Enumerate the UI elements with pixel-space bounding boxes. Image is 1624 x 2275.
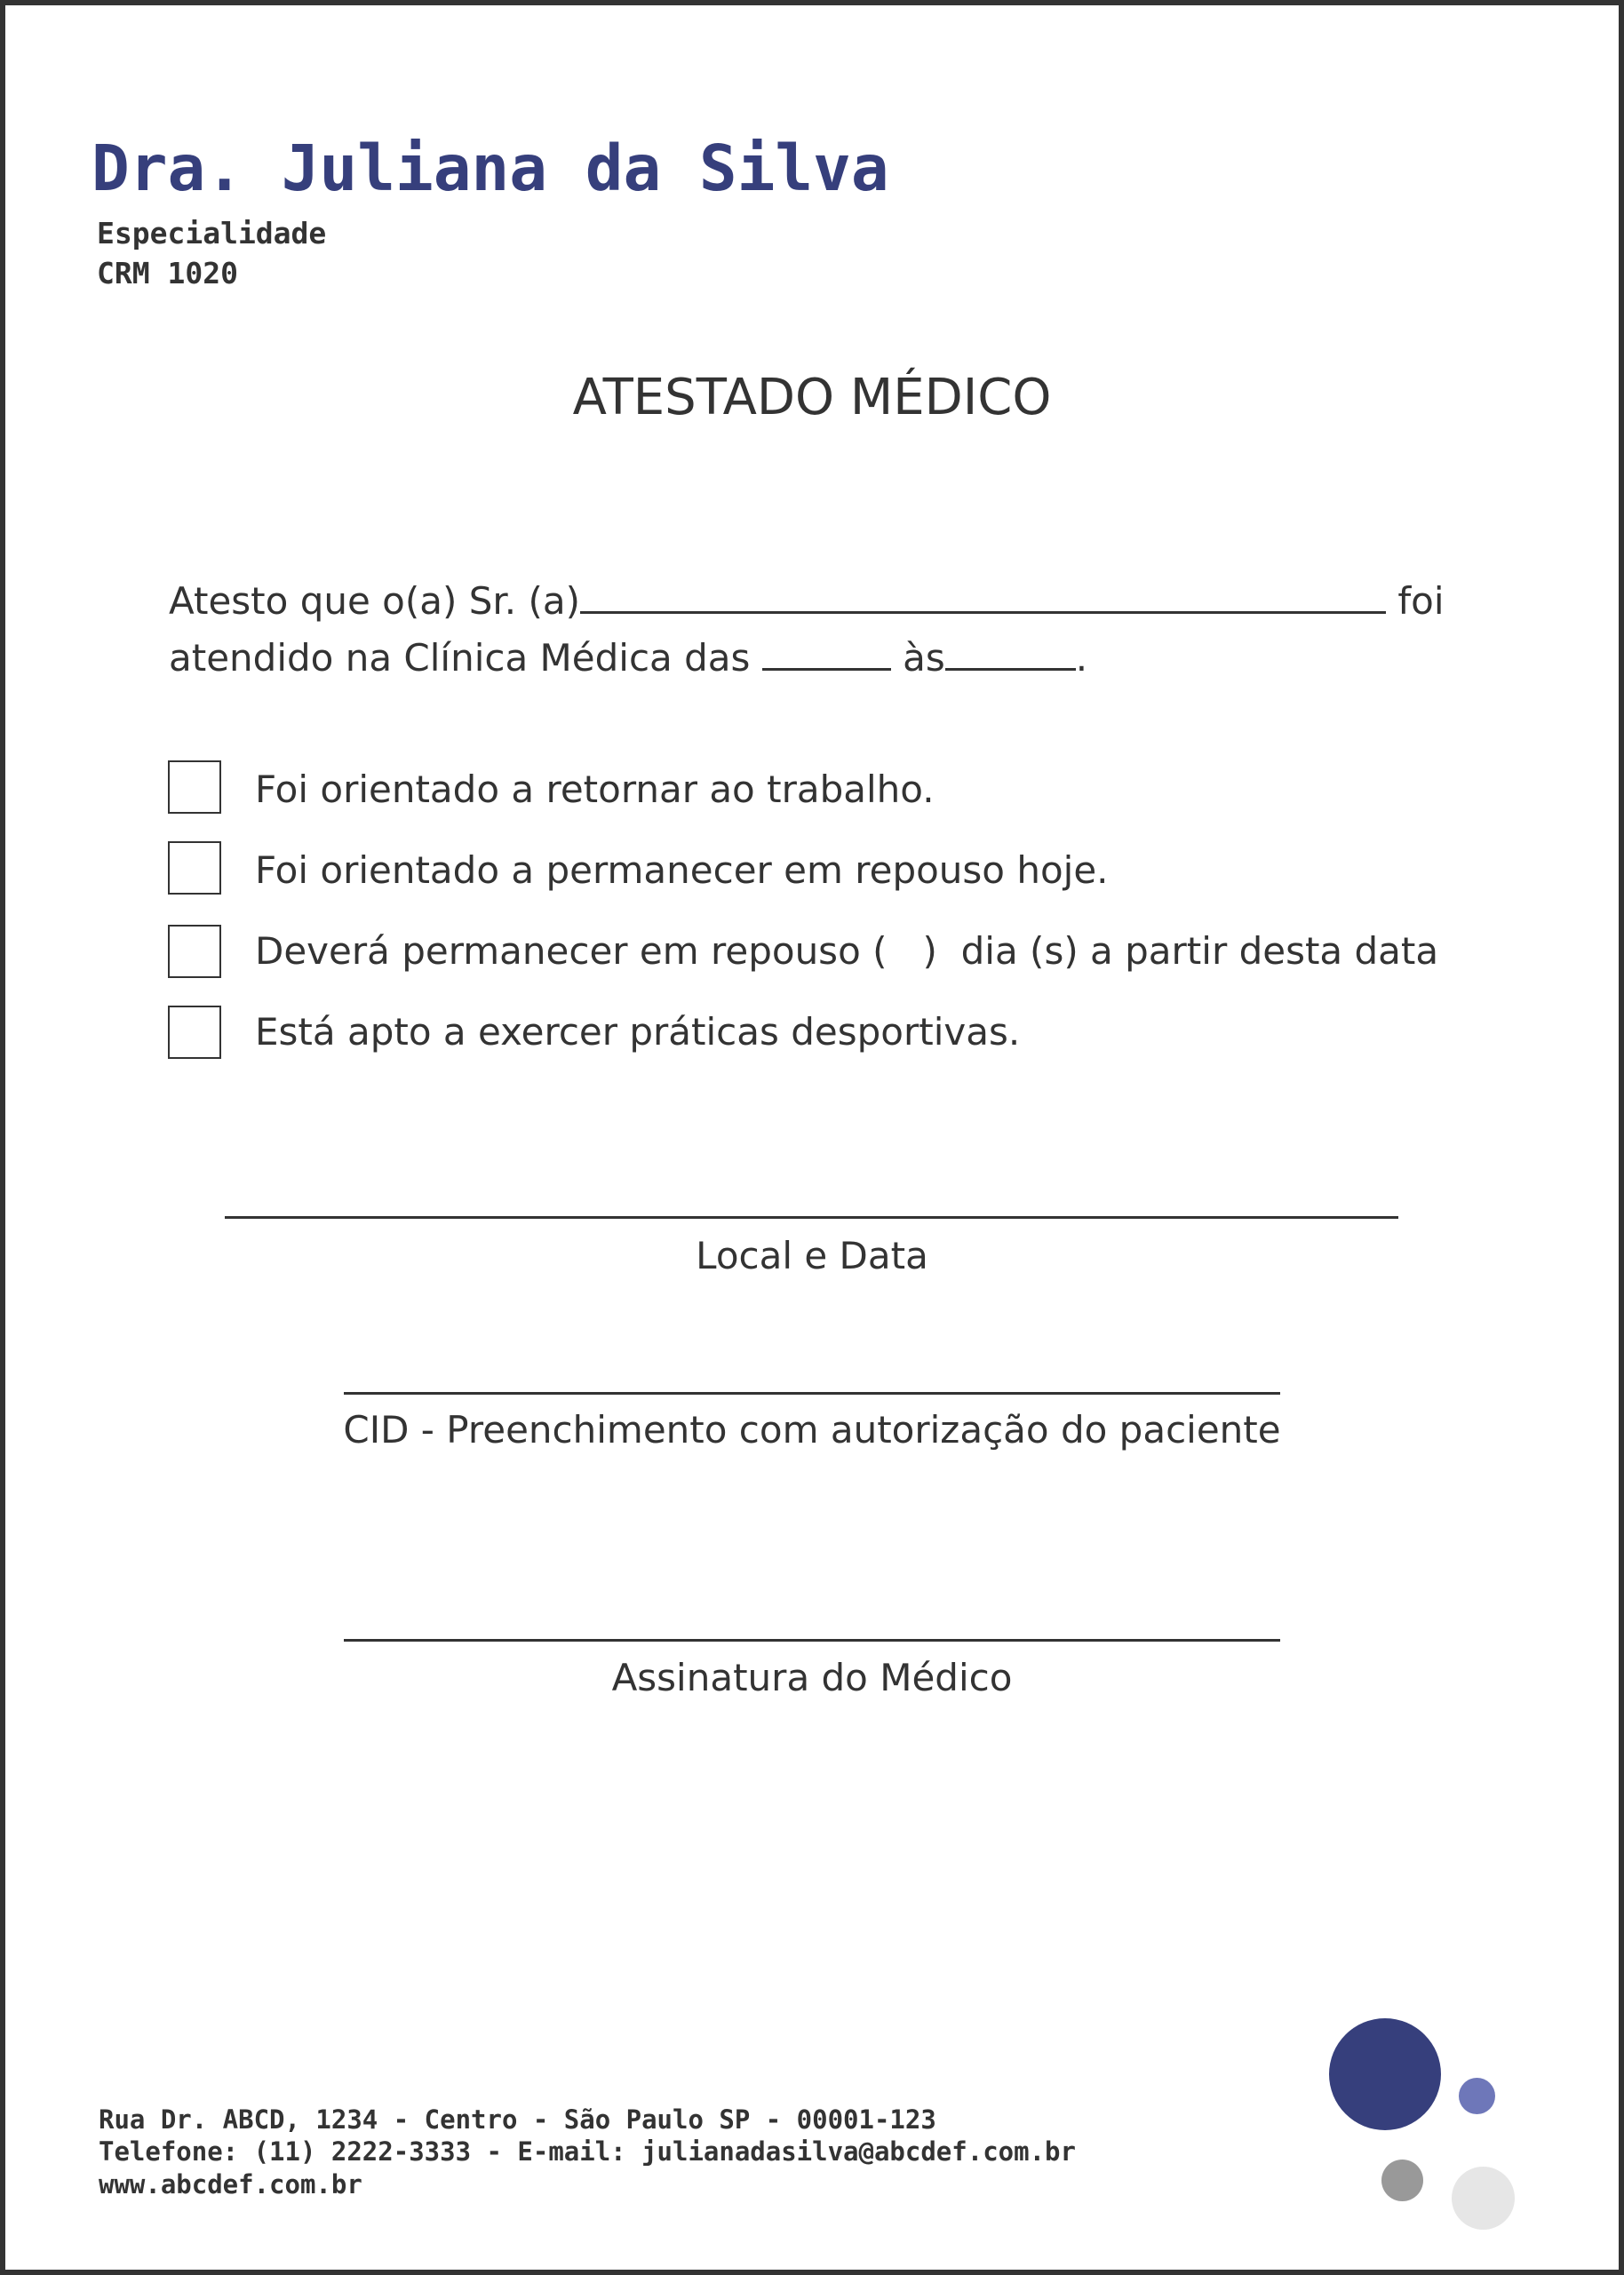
- dot-blue-small: [1459, 2078, 1495, 2114]
- option-label-rest-days: Deverá permanecer em repouso ( ) dia (s) a partir desta data: [255, 929, 1439, 973]
- checkbox-return-to-work[interactable]: [168, 760, 221, 814]
- checkbox-rest-days[interactable]: [168, 925, 221, 978]
- signature-line[interactable]: [344, 1639, 1280, 1642]
- attest-text-4: às: [903, 636, 945, 680]
- checkbox-rest-today[interactable]: [168, 841, 221, 895]
- footer-address: Rua Dr. ABCD, 1234 - Centro - São Paulo SP - 00001-123: [99, 2104, 936, 2135]
- time-from-blank[interactable]: [762, 667, 891, 671]
- attest-text-3: atendido na Clínica Médica das: [169, 636, 751, 680]
- checkbox-fit-for-sports[interactable]: [168, 1006, 221, 1059]
- cid-label: CID - Preenchimento com autorização do paciente: [343, 1408, 1281, 1452]
- local-date-label: Local e Data: [696, 1234, 928, 1277]
- attest-text-2: foi: [1397, 579, 1445, 623]
- dot-gray: [1381, 2160, 1423, 2201]
- option-label-rest-today: Foi orientado a permanecer em repouso hoje.: [255, 848, 1109, 892]
- cid-line[interactable]: [344, 1392, 1280, 1395]
- doctor-crm: CRM 1020: [97, 256, 238, 290]
- attest-text-1: Atesto que o(a) Sr. (a): [169, 579, 581, 623]
- patient-name-blank[interactable]: [580, 610, 1386, 614]
- dot-light-gray: [1452, 2167, 1515, 2230]
- signature-label: Assinatura do Médico: [611, 1656, 1013, 1699]
- option-label-fit-for-sports: Está apto a exercer práticas desportivas.: [255, 1010, 1021, 1054]
- local-date-line[interactable]: [225, 1216, 1398, 1219]
- option-label-return-to-work: Foi orientado a retornar ao trabalho.: [255, 768, 935, 811]
- dot-navy-large: [1329, 2018, 1441, 2130]
- page-title: ATESTADO MÉDICO: [572, 369, 1052, 426]
- attest-line-2: [169, 636, 1088, 680]
- attest-text-5: .: [1075, 636, 1088, 680]
- doctor-specialty: Especialidade: [97, 216, 327, 251]
- footer-contact: Telefone: (11) 2222-3333 - E-mail: julianadasilva@abcdef.com.br: [99, 2136, 1076, 2167]
- attest-line-1: [169, 579, 1445, 623]
- time-to-blank[interactable]: [945, 667, 1076, 671]
- footer-website: www.abcdef.com.br: [99, 2169, 362, 2199]
- doctor-name: Dra. Juliana da Silva: [92, 131, 889, 205]
